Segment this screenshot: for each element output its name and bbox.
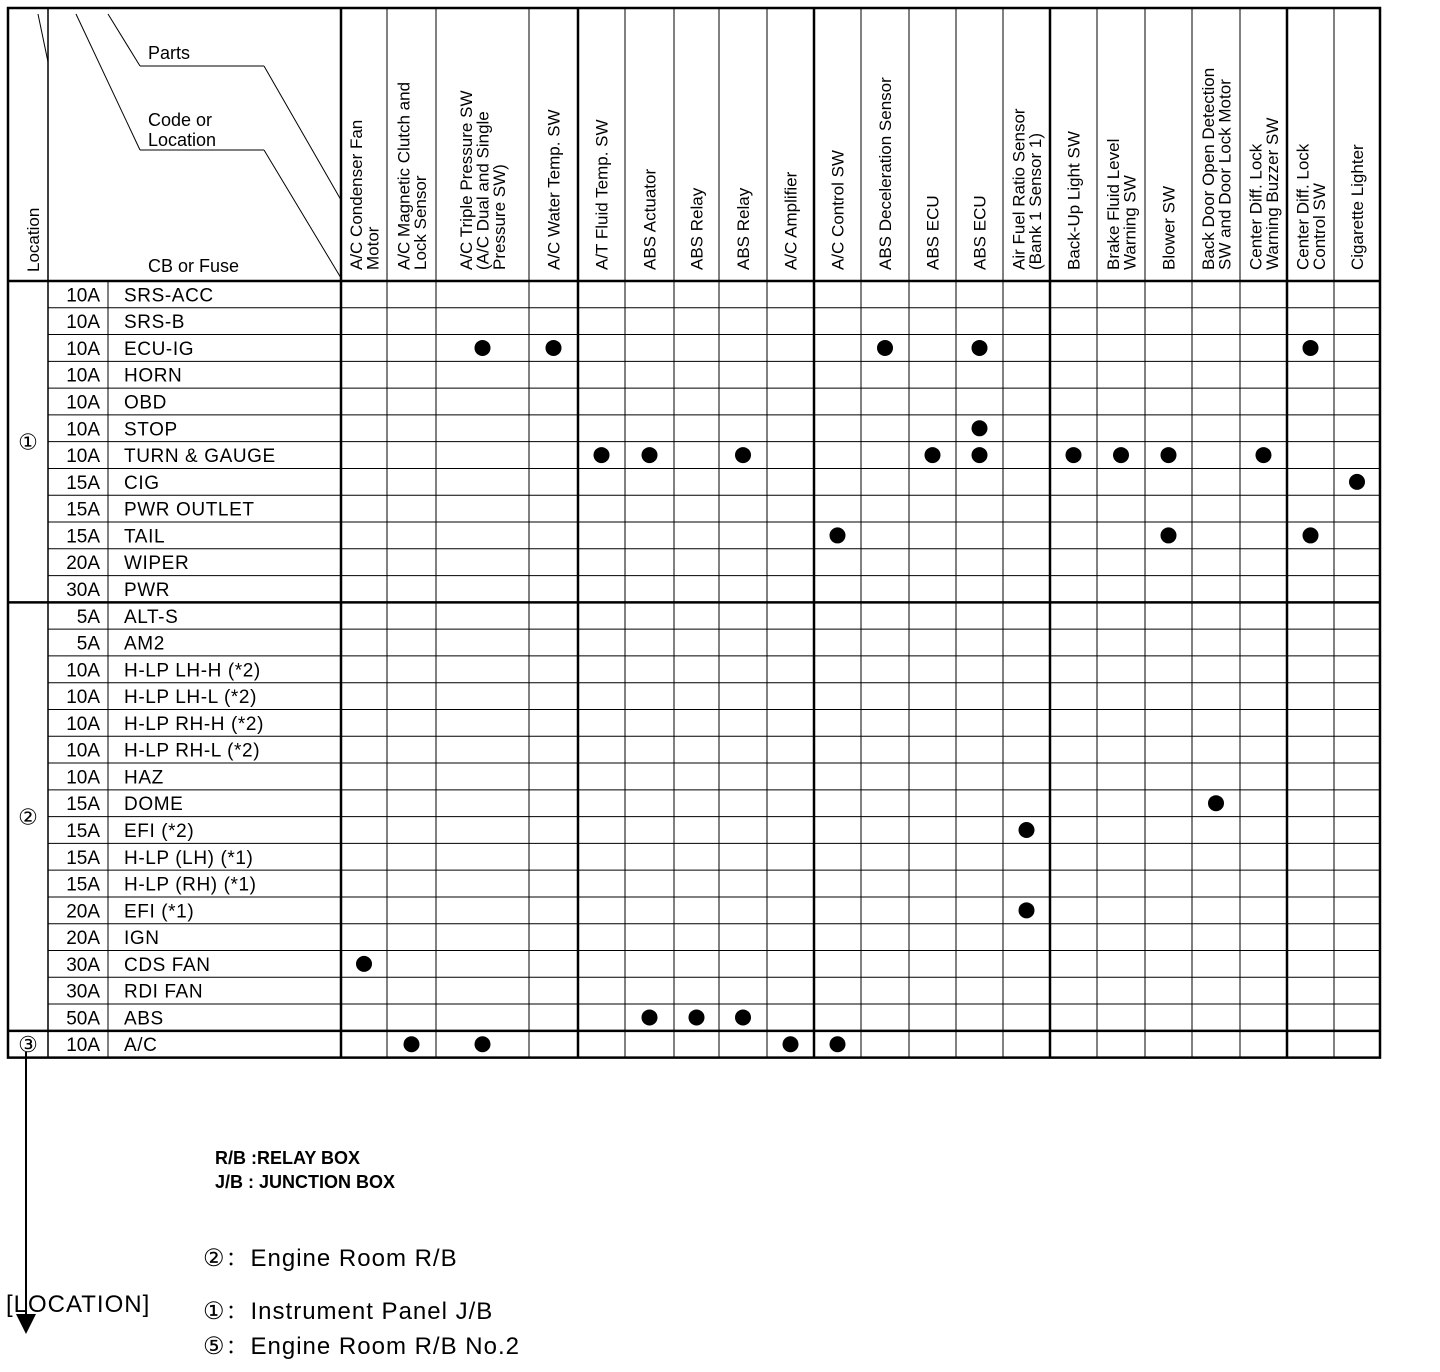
column-header-label: (Bank 1 Sensor 1) [1025, 132, 1045, 270]
column-header-label: A/C Magnetic Clutch and [394, 81, 414, 270]
code-label-2: Location [148, 130, 217, 150]
fuse-name: TAIL [124, 526, 166, 548]
connection-dot [642, 1009, 658, 1025]
location-symbol: ① [18, 429, 38, 455]
fuse-name: AM2 [124, 633, 165, 655]
fuse-amp: 20A [66, 901, 100, 923]
header-diagonal [264, 150, 341, 278]
header-diagonal [76, 14, 140, 150]
fuse-name: H-LP RH-H (*2) [124, 713, 265, 735]
fuse-amp: 10A [66, 1035, 100, 1057]
connection-dot [830, 1036, 846, 1052]
header-corner [24, 43, 239, 276]
cb-or-fuse-label: CB or Fuse [148, 256, 240, 276]
fuse-amp: 20A [66, 553, 100, 575]
legend-location-2: ②：Engine Room R/B [203, 1245, 458, 1272]
fuse-amp: 10A [66, 713, 100, 735]
location-symbol: ② [18, 804, 38, 830]
fuse-amp: 5A [76, 606, 100, 628]
column-header-label: A/C Triple Pressure SW [457, 90, 476, 270]
header-diagonal [38, 14, 48, 62]
connection-dot [877, 340, 893, 356]
connection-dot [1019, 822, 1035, 838]
fuse-amp: 10A [66, 312, 100, 334]
connection-dot [475, 1036, 491, 1052]
parts-label: Parts [148, 43, 191, 63]
fuse-name: STOP [124, 419, 178, 441]
connection-dot [642, 447, 658, 463]
fuse-amp: 15A [66, 526, 100, 548]
connection-dot [1161, 527, 1177, 543]
connection-dot [475, 340, 491, 356]
connection-dot [1303, 527, 1319, 543]
column-header-label: Back-Up Light SW [1064, 131, 1084, 270]
abbr-junction-box: J/B : JUNCTION BOX [215, 1172, 396, 1192]
fuse-name: HAZ [124, 767, 164, 789]
fuse-name: PWR OUTLET [124, 499, 255, 521]
fuse-amp: 10A [66, 365, 100, 387]
abbr-relay-box: R/B :RELAY BOX [215, 1148, 361, 1168]
column-header-label: ABS Relay [687, 187, 707, 270]
connection-dot [1208, 795, 1224, 811]
fuse-amp: 30A [66, 579, 100, 601]
fuse-amp: 5A [76, 633, 100, 655]
fuse-name: OBD [124, 392, 167, 414]
connection-dot [735, 447, 751, 463]
fuse-amp: 30A [66, 981, 100, 1003]
location-symbol: ③ [18, 1032, 38, 1058]
fuse-name: EFI (*2) [124, 820, 195, 842]
column-header-label: ABS ECU [923, 195, 943, 270]
column-header-label: A/C Water Temp. SW [544, 109, 564, 270]
fuse-amp: 15A [66, 847, 100, 869]
fuse-name: IGN [124, 928, 160, 950]
column-header-label: Back Door Open Detection [1198, 67, 1218, 270]
connection-dot [925, 447, 941, 463]
column-header-label: Center Diff. Lock [1246, 143, 1266, 270]
connection-dot [972, 447, 988, 463]
fuse-amp: 50A [66, 1008, 100, 1030]
fuse-name: H-LP RH-L (*2) [124, 740, 261, 762]
connection-dot [594, 447, 610, 463]
connection-dot [1113, 447, 1129, 463]
legend-location-label: [LOCATION] [6, 1291, 151, 1318]
code-label-1: Code or [148, 110, 213, 130]
fuse-name: EFI (*1) [124, 901, 195, 923]
fuse-name: DOME [124, 794, 184, 816]
fuse-name: CIG [124, 472, 160, 494]
fuse-amp: 10A [66, 446, 100, 468]
fuse-name: PWR [124, 579, 171, 601]
column-header-label: Pressure SW) [490, 164, 509, 270]
header-diagonal [108, 14, 140, 66]
column-header-label: Lock Sensor [410, 175, 430, 270]
fuse-amp: 15A [66, 820, 100, 842]
connection-dot [1256, 447, 1272, 463]
fuse-name: SRS-B [124, 312, 186, 334]
fuse-name: H-LP LH-L (*2) [124, 687, 257, 709]
column-header-label: A/C Control SW [828, 150, 848, 270]
fuse-amp: 10A [66, 687, 100, 709]
fuse-amp: 10A [66, 767, 100, 789]
fuse-name: RDI FAN [124, 981, 204, 1003]
fuse-name: H-LP LH-H (*2) [124, 660, 261, 682]
column-header-label: SW and Door Lock Motor [1215, 79, 1235, 270]
fuse-amp: 10A [66, 660, 100, 682]
fuse-amp: 15A [66, 472, 100, 494]
fuse-name: CDS FAN [124, 954, 211, 976]
column-header-label: Warning SW [1120, 175, 1140, 270]
column-header-label: Control SW [1309, 183, 1329, 270]
connection-dot [1349, 474, 1365, 490]
fuse-rows [18, 285, 276, 1057]
fuse-amp: 10A [66, 285, 100, 307]
fuse-name: HORN [124, 365, 183, 387]
column-header-label: Motor [363, 226, 383, 270]
fuse-name: ALT-S [124, 606, 179, 628]
column-header-label: A/C Amplifier [781, 171, 801, 270]
fuse-amp: 15A [66, 794, 100, 816]
column-header-label: A/T Fluid Temp. SW [592, 119, 612, 270]
column-header-label: ABS Relay [734, 187, 753, 270]
column-header-label: (A/C Dual and Single [473, 111, 493, 270]
fuse-name: TURN & GAUGE [124, 446, 276, 468]
fuse-amp: 10A [66, 740, 100, 762]
column-headers [347, 68, 1367, 270]
column-header-label: Center Diff. Lock [1293, 143, 1313, 270]
fuse-name: H-LP (LH) (*1) [124, 847, 254, 869]
column-header-label: ABS Deceleration Sensor [876, 77, 895, 270]
connection-dot [689, 1009, 705, 1025]
connection-dot [972, 340, 988, 356]
fuse-amp: 10A [66, 392, 100, 414]
connection-dot [735, 1009, 751, 1025]
fuse-name: WIPER [124, 553, 190, 575]
column-header-label: ABS Actuator [640, 168, 660, 270]
fuse-amp: 15A [66, 499, 100, 521]
fuse-amp: 10A [66, 338, 100, 360]
column-header-label: Cigarette Lighter [1348, 144, 1367, 270]
column-header-label: ABS ECU [970, 195, 990, 270]
column-header-label: Warning Buzzer SW [1262, 117, 1282, 270]
column-header-label: Air Fuel Ratio Sensor [1009, 108, 1029, 270]
fuse-amp: 20A [66, 928, 100, 950]
column-header-label: A/C Condenser Fan [346, 119, 366, 270]
fuse-name: SRS-ACC [124, 285, 214, 307]
fuse-name: A/C [124, 1035, 158, 1057]
fuse-name: ABS [124, 1008, 164, 1030]
connection-dot [404, 1036, 420, 1052]
fuse-amp: 10A [66, 419, 100, 441]
legend-location-1: ①：Instrument Panel J/B [203, 1298, 494, 1325]
connection-dot [1019, 902, 1035, 918]
connection-dot [1161, 447, 1177, 463]
connection-dot [783, 1036, 799, 1052]
connection-dot [356, 956, 372, 972]
connection-dot [1066, 447, 1082, 463]
legend-location-5: ⑤：Engine Room R/B No.2 [203, 1333, 520, 1360]
connection-dot [972, 420, 988, 436]
header-diagonal [264, 66, 341, 200]
fuse-amp: 30A [66, 954, 100, 976]
connection-dot [830, 527, 846, 543]
fuse-amp: 15A [66, 874, 100, 896]
location-header-label: Location [24, 207, 43, 272]
connection-dot [546, 340, 562, 356]
connection-dot [1303, 340, 1319, 356]
fuse-name: ECU-IG [124, 338, 195, 360]
column-header-label: Blower SW [1159, 185, 1179, 270]
fuse-name: H-LP (RH) (*1) [124, 874, 257, 896]
column-header-label: Brake Fluid Level [1103, 138, 1123, 270]
